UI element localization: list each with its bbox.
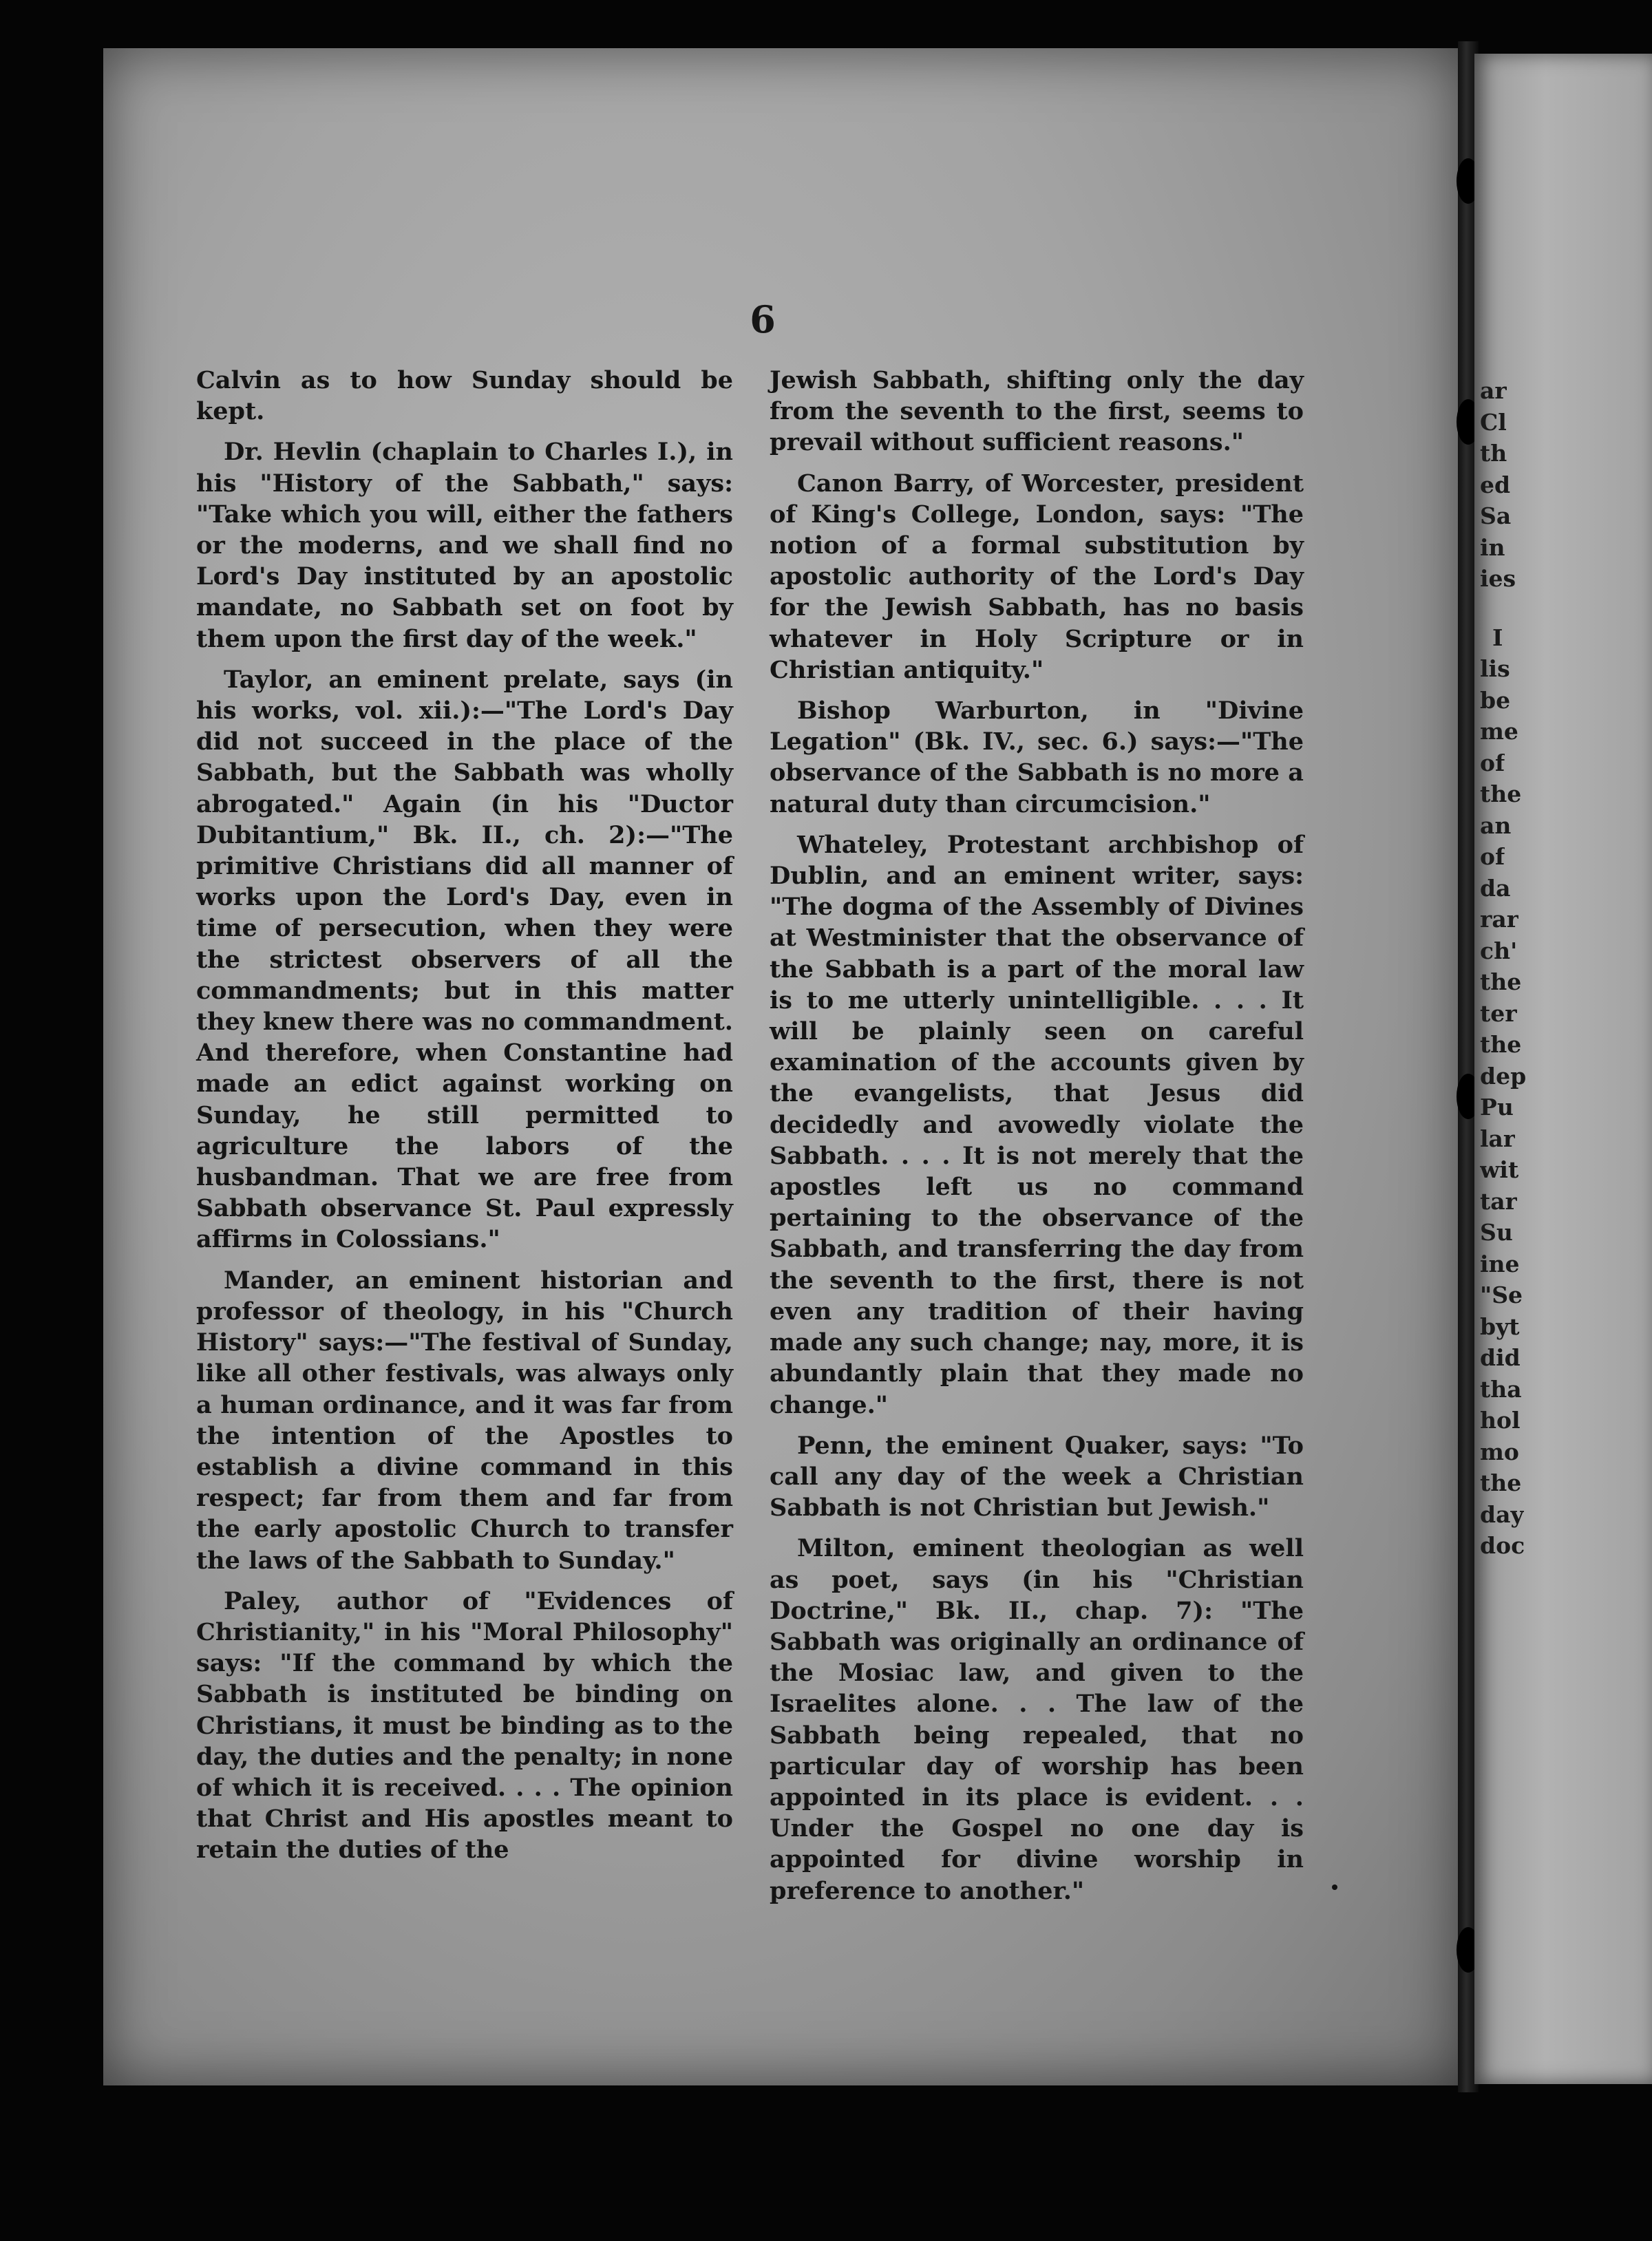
- facing-page-fragment: th: [1480, 440, 1507, 467]
- facing-page-fragment: an: [1480, 811, 1512, 839]
- facing-page-fragment: mo: [1480, 1438, 1519, 1465]
- paragraph: Jewish Sabbath, shifting only the day from the seventh to the first, seems to prevail without sufficient reasons.": [770, 366, 1304, 457]
- facing-page-fragment: rar: [1480, 906, 1519, 933]
- print-speck: [1332, 1884, 1337, 1890]
- book-page-right: [1474, 54, 1652, 2084]
- facing-page-fragment: the: [1480, 780, 1522, 807]
- facing-page-fragment: Sa: [1480, 502, 1512, 529]
- facing-page-fragment: lis: [1480, 655, 1510, 682]
- facing-page-fragment: the: [1480, 1031, 1522, 1058]
- facing-page-fragment: hol: [1480, 1407, 1521, 1434]
- facing-page-fragment: me: [1480, 718, 1518, 745]
- facing-page-fragment: Pu: [1480, 1094, 1514, 1120]
- paragraph: Calvin as to how Sunday should be kept.: [196, 366, 733, 426]
- facing-page-fragment: the: [1480, 1469, 1522, 1496]
- facing-page-fragment: "Se: [1480, 1282, 1523, 1308]
- paragraph: Bishop Warburton, in "Divine Legation" (Bk. IV., sec. 6.) says:—"The observance of the Sabbath is no more a natural duty than circumcision.": [770, 697, 1304, 818]
- facing-page-fragment: Su: [1480, 1219, 1513, 1246]
- facing-page-fragment: tar: [1480, 1187, 1518, 1215]
- facing-page-fragment: ies: [1480, 565, 1516, 592]
- facing-page-fragment: ch': [1480, 937, 1518, 964]
- facing-page-fragment: the: [1480, 968, 1522, 995]
- text-column-left: [196, 365, 733, 1876]
- facing-page-fragment: ter: [1480, 999, 1517, 1027]
- facing-page-fragment: dep: [1480, 1062, 1527, 1090]
- facing-page-fragment: doc: [1480, 1532, 1525, 1559]
- page-number: 6: [750, 297, 776, 341]
- facing-page-fragment: in: [1480, 533, 1505, 561]
- facing-page-fragment: ed: [1480, 471, 1511, 498]
- facing-page-fragment: wit: [1480, 1156, 1519, 1183]
- paragraph: Whateley, Protestant archbishop of Dublin, and an eminent writer, says: "The dogma of the Assembly of Divines at Westminister that the observance of the Sabbath is a part of the moral law is to me utterly unintelligible. . . . It will be plainly seen on careful examination of the accounts given by the evangelists, that Jesus did decidedly and avowedly violate the Sabbath. . . . It is not merely that the apostles left us no command pertaining to the observance of the Sabbath, and transferring the day from the seventh to the first, there is not even any tradition of their having made any such change; nay, more, it is abundantly plain that they made no change.": [770, 830, 1304, 1419]
- facing-page-fragment: of: [1480, 749, 1505, 776]
- facing-page-fragment: tha: [1480, 1375, 1522, 1403]
- paragraph: Milton, eminent theologian as well as poet, says (in his "Christian Doctrine," Bk. II., chap. 7): "The Sabbath was originally an ordinance of the Mosiac law, and given to the Israelites alone. . . The law of the Sabbath being repealed, that no particular day of worship has been appointed in its place is evident. . . Under the Gospel no one day is appointed for divine worship in preference to another.": [770, 1534, 1304, 1905]
- facing-page-fragment: byt: [1480, 1313, 1520, 1340]
- paragraph: Paley, author of "Evidences of Christianity," in his "Moral Philosophy" says: "If the command by which the Sabbath is instituted be binding on Christians, it must be binding as to the day, the duties and the penalty; in none of which it is received. . . . The opinion that Christ and His apostles meant to retain the duties of the: [196, 1586, 733, 1865]
- text-column-right: [770, 365, 1304, 1916]
- paragraph: Taylor, an eminent prelate, says (in his works, vol. xii.):—"The Lord's Day did not succeed in the place of the Sabbath, but the Sabbath was wholly abrogated." Again (in his "Ductor Dubitantium," Bk. II., ch. 2):—"The primitive Christians did all manner of works upon the Lord's Day, even in time of persecution, when they were the strictest observers of all the commandments; but in this matter they knew there was no commandment. And therefore, when Constantine had made an edict against working on Sunday, he still permitted to agriculture the labors of the husbandman. That we are free from Sabbath observance St. Paul expressly affirms in Colossians.": [196, 665, 733, 1254]
- facing-page-fragment: I: [1492, 624, 1503, 651]
- facing-page-fragment: of: [1480, 843, 1505, 870]
- facing-page-fragment: be: [1480, 686, 1511, 714]
- facing-page-fragment: da: [1480, 874, 1511, 902]
- paragraph: Penn, the eminent Quaker, says: "To call any day of the week a Christian Sabbath is not Christian but Jewish.": [770, 1431, 1304, 1522]
- facing-page-fragment: Cl: [1480, 408, 1507, 436]
- paragraph: Canon Barry, of Worcester, president of King's College, London, says: "The notion of a formal substitution by apostolic authority of the Lord's Day for the Jewish Sabbath, has no basis whatever in Holy Scripture or in Christian antiquity.": [770, 469, 1304, 684]
- facing-page-fragment: day: [1480, 1500, 1524, 1528]
- facing-page-fragment: ar: [1480, 377, 1507, 404]
- facing-page-fragment: ine: [1480, 1250, 1520, 1277]
- facing-page-fragment: lar: [1480, 1125, 1516, 1152]
- paragraph: Dr. Hevlin (chaplain to Charles I.), in his "History of the Sabbath," says: "Take which you will, either the fathers or the moderns, and we shall find no Lord's Day instituted by an apostolic mandate, no Sabbath set on foot by them upon the first day of the week.": [196, 438, 733, 653]
- facing-page-fragment: did: [1480, 1344, 1521, 1371]
- paragraph: Mander, an eminent historian and professor of theology, in his "Church History" says:—"The festival of Sunday, like all other festivals, was always only a human ordinance, and it was far from the intention of the Apostles to establish a divine command in this respect; far from them and far from the early apostolic Church to transfer the laws of the Sabbath to Sunday.": [196, 1266, 733, 1575]
